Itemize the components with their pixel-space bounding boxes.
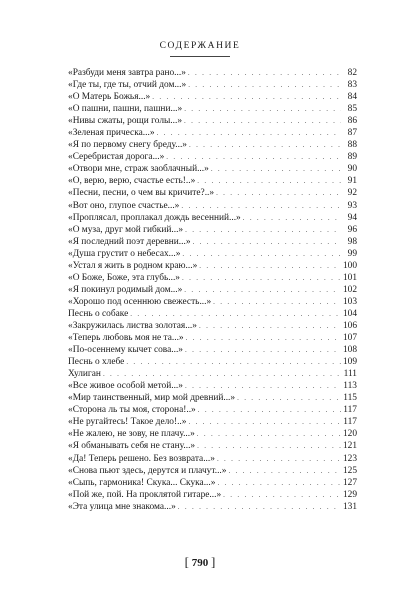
toc-entry bbox=[68, 296, 357, 308]
toc-leader-dots bbox=[103, 368, 341, 380]
toc-leader-dots bbox=[189, 139, 341, 151]
page-number-bracket-open: [ bbox=[184, 554, 189, 569]
toc-entry bbox=[68, 320, 357, 332]
toc-entry-title: «О Боже, Боже, эта глубь...» bbox=[68, 272, 180, 283]
toc-entry bbox=[68, 224, 357, 236]
toc-entry-page: 115 bbox=[343, 393, 357, 404]
toc-leader-dots bbox=[217, 477, 341, 489]
toc-entry-title: «Я покинул родимый дом...» bbox=[68, 284, 183, 295]
page-number bbox=[0, 554, 400, 570]
toc-entry-page: 123 bbox=[342, 453, 357, 464]
toc-entry-title: «Отвори мне, страж заоблачный...» bbox=[68, 164, 209, 175]
toc-entry-page: 129 bbox=[342, 489, 357, 500]
section-heading: СОДЕРЖАНИЕ bbox=[159, 41, 241, 51]
toc-leader-dots bbox=[185, 380, 341, 392]
toc-entry bbox=[68, 212, 357, 224]
toc-entry-page: 101 bbox=[342, 272, 357, 283]
toc-entry bbox=[68, 344, 357, 356]
toc-entry-page: 84 bbox=[347, 92, 357, 103]
toc-leader-dots bbox=[185, 344, 341, 356]
toc-leader-dots bbox=[185, 224, 341, 236]
toc-leader-dots bbox=[197, 428, 341, 440]
toc-leader-dots bbox=[228, 465, 340, 477]
toc-leader-dots bbox=[166, 151, 341, 163]
toc-entry-page: 99 bbox=[347, 248, 357, 259]
toc-leader-dots bbox=[184, 103, 341, 115]
toc-entry-title: «Хорошо под осеннюю свежесть...» bbox=[68, 296, 212, 307]
toc-entry bbox=[68, 272, 357, 284]
toc-entry-title: «Все живое особой метой...» bbox=[68, 381, 183, 392]
toc-entry bbox=[68, 236, 357, 248]
toc-entry-title: «Не жалею, не зову, не плачу...» bbox=[68, 429, 195, 440]
toc-entry bbox=[68, 115, 357, 127]
toc-leader-dots bbox=[237, 392, 341, 404]
toc-entry bbox=[68, 67, 357, 79]
toc-entry-title: Песнь о хлебе bbox=[68, 357, 125, 368]
toc-entry bbox=[68, 416, 357, 428]
toc-entry-page: 85 bbox=[347, 104, 357, 115]
toc-entry-page: 100 bbox=[342, 260, 357, 271]
toc-leader-dots bbox=[186, 332, 341, 344]
toc-entry-page: 127 bbox=[342, 477, 357, 488]
toc-entry-page: 93 bbox=[347, 200, 357, 211]
toc-leader-dots bbox=[182, 272, 341, 284]
toc-entry-page: 94 bbox=[347, 212, 357, 223]
toc-leader-dots bbox=[184, 115, 341, 127]
toc-entry-title: «О Матерь Божья...» bbox=[68, 92, 151, 103]
toc-entry bbox=[68, 248, 357, 260]
toc-entry-title: «По-осеннему кычет сова...» bbox=[68, 345, 183, 356]
toc-entry-title: «Я обманывать себя не стану...» bbox=[68, 441, 196, 452]
toc-entry-title: «Разбуди меня завтра рано...» bbox=[68, 68, 186, 78]
toc-entry-page: 121 bbox=[342, 441, 357, 452]
heading-divider bbox=[170, 56, 230, 57]
toc-entry bbox=[68, 368, 357, 380]
toc-leader-dots bbox=[130, 308, 341, 320]
toc-entry bbox=[68, 308, 357, 320]
toc-leader-dots bbox=[188, 67, 341, 79]
toc-entry bbox=[68, 489, 357, 501]
toc-entry bbox=[68, 284, 357, 296]
toc-leader-dots bbox=[199, 320, 341, 332]
toc-leader-dots bbox=[211, 163, 341, 175]
toc-entry-page: 86 bbox=[347, 116, 357, 127]
toc-leader-dots bbox=[126, 356, 341, 368]
toc-entry bbox=[68, 91, 357, 103]
toc-entry-page: 92 bbox=[347, 188, 357, 199]
toc-entry-title: «Закружилась листва золотая...» bbox=[68, 320, 197, 331]
toc-leader-dots bbox=[223, 489, 341, 501]
toc-entry-title: «Сторона ль ты моя, сторона!..» bbox=[68, 405, 196, 416]
toc-entry bbox=[68, 356, 357, 368]
toc-entry-page: 82 bbox=[347, 68, 357, 78]
toc-entry-title: «Сыпь, гармоника! Скука... Скука...» bbox=[68, 477, 216, 488]
toc-entry-title: «О, верю, верю, счастье есть!..» bbox=[68, 176, 196, 187]
toc-entry bbox=[68, 332, 357, 344]
toc-entry-page: 106 bbox=[342, 320, 357, 331]
toc-entry bbox=[68, 151, 357, 163]
toc-entry bbox=[68, 380, 357, 392]
toc-entry bbox=[68, 404, 357, 416]
toc-leader-dots bbox=[197, 175, 341, 187]
toc-leader-dots bbox=[213, 296, 341, 308]
toc-entry-page: 87 bbox=[347, 128, 357, 139]
toc-entry-page: 98 bbox=[347, 236, 357, 247]
toc-leader-dots bbox=[188, 416, 341, 428]
toc-leader-dots bbox=[216, 187, 341, 199]
toc-entry-page: 102 bbox=[342, 284, 357, 295]
toc-entry-title: «Где ты, где ты, отчий дом...» bbox=[68, 80, 187, 91]
toc-entry-page: 89 bbox=[347, 152, 357, 163]
toc-entry-page: 88 bbox=[347, 140, 357, 151]
toc-entry bbox=[68, 453, 357, 465]
toc-leader-dots bbox=[199, 260, 341, 272]
toc-entry bbox=[68, 79, 357, 91]
toc-leader-dots bbox=[188, 79, 341, 91]
toc-entry-title: Хулиган bbox=[68, 369, 101, 380]
toc-entry-page: 90 bbox=[347, 164, 357, 175]
toc-entry bbox=[68, 465, 357, 477]
toc-entry-title: «Снова пьют здесь, дерутся и плачут...» bbox=[68, 465, 227, 476]
toc-entry-title: «Душа грустит о небесах...» bbox=[68, 248, 181, 259]
toc-leader-dots bbox=[197, 440, 341, 452]
toc-entry-title: «Зеленая прическа...» bbox=[68, 128, 155, 139]
toc-entry bbox=[68, 501, 357, 513]
toc-entry-page: 131 bbox=[342, 501, 357, 512]
toc-leader-dots bbox=[217, 453, 341, 465]
toc-leader-dots bbox=[157, 127, 341, 139]
toc-leader-dots bbox=[178, 501, 341, 513]
toc-entry-page: 109 bbox=[342, 357, 357, 368]
toc-leader-dots bbox=[243, 212, 341, 224]
toc-leader-dots bbox=[182, 248, 341, 260]
table-of-contents bbox=[68, 67, 357, 513]
toc-leader-dots bbox=[193, 236, 341, 248]
toc-entry bbox=[68, 392, 357, 404]
toc-leader-dots bbox=[181, 200, 341, 212]
toc-entry-page: 120 bbox=[342, 429, 357, 440]
toc-entry bbox=[68, 428, 357, 440]
toc-entry-title: «Не ругайтесь! Такое дело!..» bbox=[68, 417, 187, 428]
toc-entry-page: 117 bbox=[343, 405, 357, 416]
toc-entry bbox=[68, 477, 357, 489]
toc-entry bbox=[68, 175, 357, 187]
toc-entry-page: 108 bbox=[342, 345, 357, 356]
toc-leader-dots bbox=[198, 404, 341, 416]
toc-entry-page: 103 bbox=[342, 296, 357, 307]
toc-entry-title: «Да! Теперь решено. Без возврата...» bbox=[68, 453, 215, 464]
toc-entry-title: «О пашни, пашни, пашни...» bbox=[68, 104, 183, 115]
toc-entry bbox=[68, 127, 357, 139]
toc-entry bbox=[68, 200, 357, 212]
toc-entry-title: «Я последний поэт деревни...» bbox=[68, 236, 191, 247]
toc-entry-page: 117 bbox=[343, 417, 357, 428]
toc-entry-page: 104 bbox=[342, 308, 357, 319]
toc-entry-page: 91 bbox=[347, 176, 357, 187]
toc-entry-title: «Вот оно, глупое счастье...» bbox=[68, 200, 180, 211]
toc-entry bbox=[68, 440, 357, 452]
toc-leader-dots bbox=[184, 284, 341, 296]
toc-entry-title: «Мир таинственный, мир мой древний...» bbox=[68, 393, 236, 404]
toc-leader-dots bbox=[152, 91, 341, 103]
toc-entry-title: «Устал я жить в родном краю...» bbox=[68, 260, 198, 271]
toc-entry-page: 96 bbox=[347, 224, 357, 235]
toc-entry-title: Песнь о собаке bbox=[68, 308, 129, 319]
toc-entry bbox=[68, 163, 357, 175]
toc-entry-title: «Песни, песни, о чем вы кричите?..» bbox=[68, 188, 215, 199]
toc-entry-title: «Я по первому снегу бреду...» bbox=[68, 140, 187, 151]
toc-entry bbox=[68, 260, 357, 272]
toc-entry-page: 83 bbox=[347, 80, 357, 91]
toc-entry-title: «Пой же, пой. На проклятой гитаре...» bbox=[68, 489, 222, 500]
toc-entry-title: «Нивы сжаты, рощи голы...» bbox=[68, 116, 183, 127]
toc-entry bbox=[68, 187, 357, 199]
toc-entry-page: 111 bbox=[343, 369, 357, 380]
toc-entry-page: 125 bbox=[342, 465, 357, 476]
toc-entry-title: «Проплясал, проплакал дождь весенний...» bbox=[68, 212, 241, 223]
toc-entry-title: «Серебристая дорога...» bbox=[68, 152, 165, 163]
toc-entry-page: 107 bbox=[342, 333, 357, 344]
toc-entry-title: «О муза, друг мой гибкий...» bbox=[68, 224, 184, 235]
page-number-bracket-close: ] bbox=[211, 554, 216, 569]
toc-entry-title: «Эта улица мне знакома...» bbox=[68, 501, 176, 512]
page-number-value: 790 bbox=[191, 557, 209, 569]
toc-entry-page: 113 bbox=[343, 381, 357, 392]
toc-entry bbox=[68, 139, 357, 151]
toc-entry bbox=[68, 103, 357, 115]
toc-entry-title: «Теперь любовь моя не та...» bbox=[68, 333, 184, 344]
